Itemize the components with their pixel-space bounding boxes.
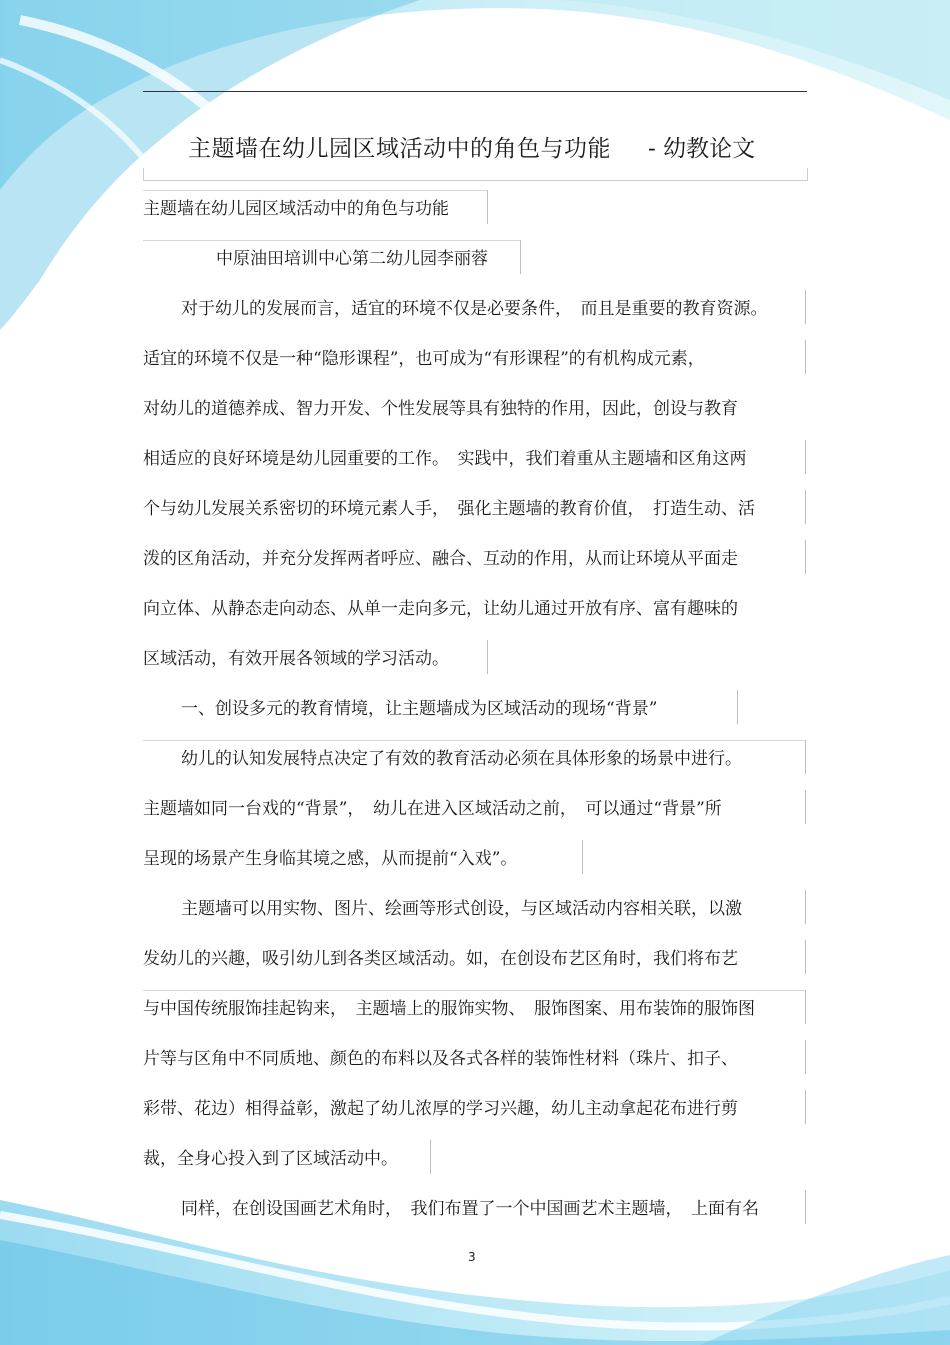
text-frame-edge xyxy=(805,540,806,574)
body-line: 裁，全身心投入到了区域活动中。 xyxy=(143,1149,398,1169)
header-rule xyxy=(143,91,807,92)
body-line: 相适应的良好环境是幼儿园重要的工作。 实践中，我们着重从主题墙和区角这两 xyxy=(143,449,747,469)
text-frame-edge xyxy=(805,440,806,474)
text-frame-edge xyxy=(805,490,806,524)
title-frame xyxy=(143,168,808,181)
text-frame-edge xyxy=(520,240,521,274)
text-frame-edge xyxy=(805,990,806,1024)
text-frame-edge xyxy=(143,740,805,741)
text-frame-edge xyxy=(805,340,806,374)
section-heading: 一、创设多元的教育情境，让主题墙成为区域活动的现场“背景” xyxy=(181,699,658,719)
author-line: 中原油田培训中心第二幼儿园李丽蓉 xyxy=(216,249,488,269)
document-title: 主题墙在幼儿园区域活动中的角色与功能 xyxy=(188,136,611,162)
body-line: 泼的区角活动，并充分发挥两者呼应、融合、互动的作用，从而让环境从平面走 xyxy=(143,549,738,569)
body-line: 对幼儿的道德养成、智力开发、个性发展等具有独特的作用，因此，创设与教育 xyxy=(143,399,738,419)
text-frame-edge xyxy=(805,940,806,974)
text-frame-edge xyxy=(582,840,583,874)
text-frame-edge xyxy=(487,640,488,674)
text-frame-edge xyxy=(487,190,488,224)
body-line: 彩带、花边）相得益彰，激起了幼儿浓厚的学习兴趣，幼儿主动拿起花布进行剪 xyxy=(143,1099,738,1119)
text-frame-edge xyxy=(805,740,806,774)
body-line: 幼儿的认知发展特点决定了有效的教育活动必须在具体形象的场景中进行。 xyxy=(181,749,742,769)
text-frame-edge xyxy=(430,1140,431,1174)
text-frame-edge xyxy=(737,690,738,724)
body-line: 主题墙可以用实物、图片、绘画等形式创设，与区域活动内容相关联，以激 xyxy=(181,899,742,919)
body-line: 对于幼儿的发展而言，适宜的环境不仅是必要条件， 而且是重要的教育资源。 xyxy=(181,299,768,319)
text-frame-edge xyxy=(805,1190,806,1224)
text-frame-edge xyxy=(805,290,806,324)
text-frame-edge xyxy=(805,890,806,924)
body-line: 适宜的环境不仅是一种“隐形课程”，也可成为“有形课程”的有机构成元素， xyxy=(143,349,705,369)
text-frame-edge xyxy=(805,790,806,824)
body-line: 向立体、从静态走向动态、从单一走向多元，让幼儿通过开放有序、富有趣味的 xyxy=(143,599,738,619)
body-line: 区域活动，有效开展各领域的学习活动。 xyxy=(143,649,449,669)
text-frame-edge xyxy=(805,1040,806,1074)
body-line: 呈现的场景产生身临其境之感，从而提前“入戏”。 xyxy=(143,849,518,869)
text-frame-edge xyxy=(805,1090,806,1124)
page-number: 3 xyxy=(468,1250,476,1264)
article-subtitle: 主题墙在幼儿园区域活动中的角色与功能 xyxy=(143,199,449,219)
body-line: 主题墙如同一台戏的“背景”， 幼儿在进入区域活动之前， 可以通过“背景”所 xyxy=(143,799,722,819)
body-line: 个与幼儿发展关系密切的环境元素人手， 强化主题墙的教育价值， 打造生动、活 xyxy=(143,499,755,519)
text-frame-edge xyxy=(143,190,487,191)
text-frame-edge xyxy=(143,240,520,241)
document-title-suffix: - 幼教论文 xyxy=(648,136,756,162)
text-frame-edge xyxy=(143,990,805,991)
body-line: 片等与区角中不同质地、颜色的布料以及各式各样的装饰性材料（珠片、扣子、 xyxy=(143,1049,738,1069)
body-line: 发幼儿的兴趣，吸引幼儿到各类区域活动。如，在创设布艺区角时，我们将布艺 xyxy=(143,949,738,969)
body-line: 同样，在创设国画艺术角时， 我们布置了一个中国画艺术主题墙， 上面有名 xyxy=(181,1199,759,1219)
body-line: 与中国传统服饰挂起钩来， 主题墙上的服饰实物、 服饰图案、用布装饰的服饰图 xyxy=(143,999,755,1019)
